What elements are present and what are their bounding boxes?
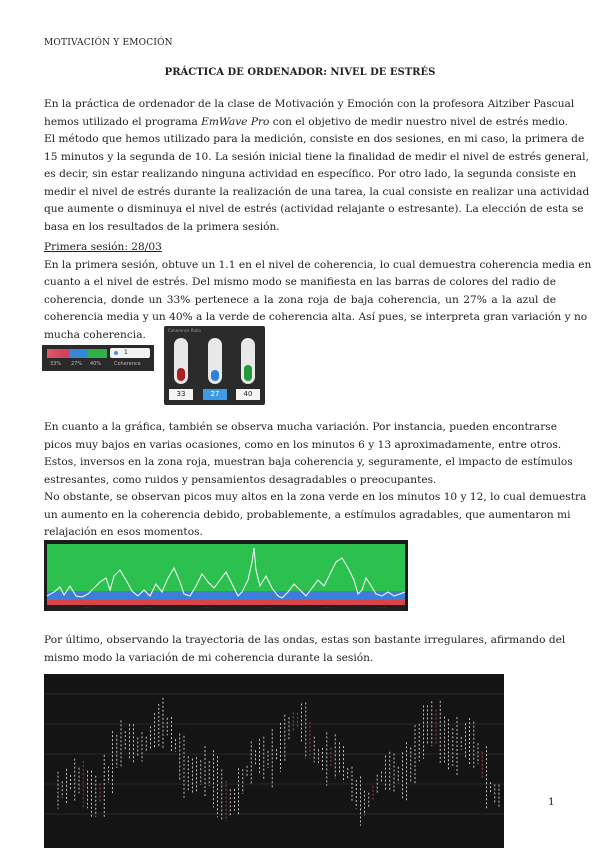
blue-dot-icon bbox=[114, 351, 118, 355]
svg-text:· · ·: · · · bbox=[324, 605, 331, 610]
running-header: MOTIVACIÓN Y EMOCIÓN bbox=[44, 38, 173, 48]
session1-line: coherencia media y un 40% a la verde de coherencia alta. Así pues, se interpreta gran variación y no bbox=[44, 311, 588, 323]
svg-text:· · ·: · · · bbox=[264, 605, 271, 610]
svg-text:· · ·: · · · bbox=[144, 605, 151, 610]
session1-line: cuanto a el nivel de estrés. Del mismo modo se manifiesta en las barras de colores del radio de bbox=[44, 276, 556, 288]
thermometer-red bbox=[174, 338, 188, 384]
thermometer-value-red: 33 bbox=[169, 389, 193, 400]
graph-paragraph bbox=[44, 419, 587, 542]
waves-paragraph bbox=[44, 632, 566, 667]
thermometer-green bbox=[241, 338, 255, 384]
thermometer-fill bbox=[211, 370, 219, 381]
coherence-bars-image bbox=[42, 345, 154, 371]
thermometer-value-blue: 27 bbox=[203, 389, 227, 400]
blue-bar bbox=[69, 349, 87, 358]
svg-text:· · ·: · · · bbox=[204, 605, 211, 610]
time-axis bbox=[47, 605, 405, 611]
blue-zone bbox=[47, 591, 405, 600]
thermometer-fill bbox=[244, 365, 252, 381]
intro-line: En la práctica de ordenador de la clase de Motivación y Emoción con la profesora Aitziber Pascual bbox=[44, 98, 575, 110]
graph-line: No obstante, se observan picos muy altos en la zona verde en los minutos 10 y 12, lo cual demuestra bbox=[44, 491, 587, 503]
session1-line: mucha coherencia. bbox=[44, 328, 146, 341]
bar-label-green: 40% bbox=[90, 361, 102, 367]
session1-paragraph bbox=[44, 239, 592, 344]
bar-label-red: 33% bbox=[50, 361, 62, 367]
coherence-ratio-image bbox=[164, 326, 265, 405]
waves-svg bbox=[44, 674, 504, 848]
graph-line: picos muy bajos en varias ocasiones, como en los minutos 6 y 13 aproximadamente, entre otros. bbox=[44, 438, 562, 451]
session1-heading: Primera sesión: 28/03 bbox=[44, 241, 162, 253]
waves-line: Por último, observando la trayectoria de las ondas, estas son bastante irregulares, afirmando del bbox=[44, 634, 566, 646]
intro-line: medir el nivel de estrés durante la realización de una tarea, la cual consiste en realizar una actividad bbox=[44, 185, 590, 198]
coherence-badge bbox=[110, 348, 150, 358]
waves-line: mismo modo la variación de mi coherencia durante la sesión. bbox=[44, 651, 374, 664]
graph-line: relajación en esos momentos. bbox=[44, 526, 203, 538]
graph-line: Estos, inversos en la zona roja, muestran baja coherencia y, seguramente, el impacto de estímulos bbox=[44, 456, 573, 468]
coherence-chart-svg bbox=[44, 540, 408, 611]
intro-line: que aumente o disminuya el nivel de estrés (actividad relajante o estresante). La elección de esta se bbox=[44, 203, 584, 215]
intro-text: con el objetivo de medir nuestro nivel de estrés medio. bbox=[269, 115, 568, 128]
intro-text: hemos utilizado el programa bbox=[44, 115, 202, 128]
green-bar bbox=[87, 349, 107, 358]
intro-line: 15 minutos y la segunda de 10. La sesión inicial tiene la finalidad de medir el nivel de estrés general, bbox=[44, 150, 589, 163]
svg-text:· · ·: · · · bbox=[84, 605, 91, 610]
red-bar bbox=[47, 349, 69, 358]
intro-line: basa en los resultados de la primera sesión. bbox=[44, 220, 280, 233]
thermometer-blue bbox=[208, 338, 222, 384]
thermometer-value-green: 40 bbox=[236, 389, 260, 400]
coherence-ratio-caption: Coherence Ratio bbox=[168, 328, 201, 333]
bar-label-blue: 27% bbox=[71, 361, 83, 367]
graph-line: En cuanto a la gráfica, también se observa mucha variación. Por instancia, pueden encontrarse bbox=[44, 421, 558, 433]
green-zone bbox=[47, 544, 405, 591]
thermometer-fill bbox=[177, 368, 185, 381]
coherence-badge-value: 1 bbox=[124, 349, 128, 356]
coherence-chart-image bbox=[44, 540, 408, 611]
page-title: PRÁCTICA DE ORDENADOR: NIVEL DE ESTRÉS bbox=[164, 67, 436, 78]
svg-text:· · ·: · · · bbox=[379, 605, 386, 610]
intro-line: El método que hemos utilizado para la medición, consiste en dos sesiones, en mi caso, la primera de bbox=[44, 133, 585, 145]
intro-paragraph bbox=[44, 96, 590, 236]
session1-line: En la primera sesión, obtuve un 1.1 en el nivel de coherencia, lo cual demuestra coherencia media en bbox=[44, 258, 592, 271]
wave-grid bbox=[44, 694, 504, 814]
session1-line: coherencia, donde un 33% pertenece a la zona roja de baja coherencia, un 27% a la azul de bbox=[44, 293, 556, 306]
graph-line: un aumento en la coherencia debido, probablemente, a estímulos agradables, que aumentaron mi bbox=[44, 508, 571, 521]
intro-line bbox=[44, 114, 568, 132]
page-number: 1 bbox=[548, 796, 555, 808]
heart-rhythm-waves-image bbox=[44, 674, 504, 848]
intro-line: es decir, sin estar realizando ninguna actividad en específico. Por otro lado, la segunda consiste en bbox=[44, 168, 577, 180]
program-name: EmWave Pro bbox=[201, 115, 270, 128]
wave-marks bbox=[58, 698, 499, 826]
graph-line: estresantes, como ruidos y pensamientos desagradables o preocupantes. bbox=[44, 473, 437, 486]
red-zone bbox=[47, 600, 405, 605]
coherence-badge-caption: Coherence bbox=[114, 361, 141, 367]
